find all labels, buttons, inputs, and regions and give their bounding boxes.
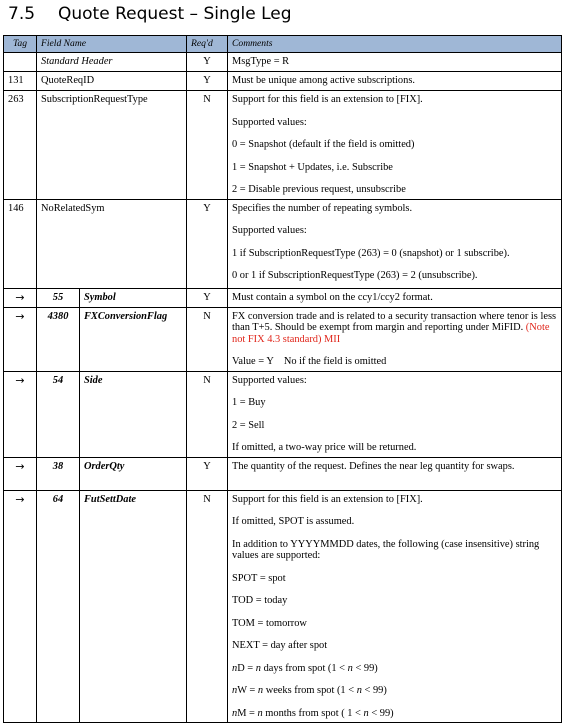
reqd-cell: Y	[187, 53, 228, 72]
field-name-cell: Standard Header	[37, 53, 187, 72]
table-row-symbol	[4, 288, 562, 307]
comment-line: 1 = Buy	[232, 397, 266, 408]
field-name-cell: NoRelatedSym	[37, 199, 187, 288]
tag-cell: 131	[4, 72, 37, 91]
value-line	[232, 708, 557, 720]
n-var: n	[363, 707, 369, 719]
comment-line: 1 = Snapshot + Updates, i.e. Subscribe	[232, 161, 393, 173]
table-row-fx-conversion-flag	[4, 307, 562, 371]
comment-cell	[228, 307, 562, 371]
n-var: n	[356, 685, 362, 696]
value-text: M =	[237, 707, 258, 719]
arrow-icon: →	[4, 490, 37, 723]
n-var: n	[255, 662, 261, 674]
comment-line: Value = Y No if the field is omitted	[232, 356, 387, 367]
reqd-cell: Y	[187, 457, 228, 490]
field-name-cell: OrderQty	[80, 457, 187, 490]
value-line: TOD = today	[232, 595, 288, 606]
table-row-no-related-sym	[4, 199, 562, 288]
field-name-cell: QuoteReqID	[37, 72, 187, 91]
tag-cell: 146	[4, 199, 37, 288]
arrow-icon: →	[4, 457, 37, 490]
value-text: days from spot (1 <	[260, 662, 348, 674]
comment-line: Specifies the number of repeating symbols.	[232, 202, 413, 214]
comment-line: 1 if SubscriptionRequestType (263) = 0 (snapshot) or 1 subscribe).	[232, 247, 510, 259]
table-row-quote-req-id	[4, 72, 562, 91]
value-text: < 99)	[352, 662, 378, 674]
value-text: weeks from spot (1 <	[263, 685, 357, 696]
comment-line: If omitted, SPOT is assumed.	[232, 516, 355, 527]
value-text: months from spot ( 1 <	[262, 707, 364, 719]
comment-line: 0 or 1 if SubscriptionRequestType (263) = 2 (unsubscribe).	[232, 270, 478, 281]
tag-cell: 64	[37, 490, 80, 723]
value-line	[232, 685, 557, 697]
comment-text: FX conversion trade and is related to a security transaction where tenor is less than T+5. Should be exempt from margin and reporting under MiFID.	[232, 310, 557, 333]
arrow-icon: →	[4, 288, 37, 307]
field-name-cell: FXConversionFlag	[80, 307, 187, 371]
reqd-cell: Y	[187, 72, 228, 91]
comment-cell: Must be unique among active subscriptions.	[228, 72, 562, 91]
tag-cell: 4380	[37, 307, 80, 371]
n-var: n	[232, 685, 238, 696]
comment-line	[232, 311, 557, 346]
column-header-field-name: Field Name	[37, 36, 187, 53]
comment-line: Supported values:	[232, 374, 307, 386]
n-var: n	[257, 685, 264, 696]
arrow-icon: →	[4, 307, 37, 371]
field-spec-table	[3, 35, 562, 723]
reqd-cell: Y	[187, 288, 228, 307]
reqd-cell: N	[187, 307, 228, 371]
value-line: NEXT = day after spot	[232, 640, 328, 651]
n-var: n	[347, 662, 353, 674]
comment-cell	[228, 371, 562, 457]
column-header-reqd: Req'd	[187, 36, 228, 53]
comment-line: Supported values:	[232, 116, 307, 128]
tag-cell: 54	[37, 371, 80, 457]
value-line: SPOT = spot	[232, 572, 286, 584]
field-name-cell: FutSettDate	[80, 490, 187, 723]
arrow-icon: →	[4, 371, 37, 457]
value-text: D =	[237, 662, 256, 674]
reqd-cell: N	[187, 490, 228, 723]
comment-cell: The quantity of the request. Defines the near leg quantity for swaps.	[228, 457, 562, 490]
table-row-subscription-request-type	[4, 91, 562, 200]
comment-cell	[228, 199, 562, 288]
comment-line: 2 = Sell	[232, 419, 265, 431]
value-line	[232, 663, 557, 675]
section-number: 7.5	[8, 4, 36, 24]
comment-cell: MsgType = R	[228, 53, 562, 72]
table-row-side	[4, 371, 562, 457]
section-heading	[8, 2, 292, 28]
reqd-cell: N	[187, 371, 228, 457]
field-name-cell: Symbol	[80, 288, 187, 307]
field-name-cell: Side	[80, 371, 187, 457]
comment-cell: Must contain a symbol on the ccy1/ccy2 format.	[228, 288, 562, 307]
value-text: < 99)	[368, 707, 394, 719]
value-line: TOM = tomorrow	[232, 617, 307, 629]
comment-line: If omitted, a two-way price will be returned.	[232, 442, 417, 453]
comment-line: In addition to YYYYMMDD dates, the following (case insensitive) string values are supported:	[232, 538, 540, 561]
comment-cell	[228, 91, 562, 200]
column-header-tag: Tag	[4, 36, 37, 53]
comment-line: 0 = Snapshot (default if the field is omitted)	[232, 139, 415, 150]
n-var: n	[232, 707, 238, 719]
comment-line: Support for this field is an extension to [FIX].	[232, 493, 423, 505]
column-header-comments: Comments	[228, 36, 562, 53]
n-var: n	[257, 707, 263, 719]
table-row-order-qty	[4, 457, 562, 490]
value-text: W =	[237, 685, 258, 696]
value-text: < 99)	[361, 685, 387, 696]
comment-line: 2 = Disable previous request, unsubscribe	[232, 184, 406, 195]
note-text: (Note not FIX 4.3 standard) MII	[232, 322, 550, 345]
reqd-cell: N	[187, 91, 228, 200]
tag-cell: 38	[37, 457, 80, 490]
comment-line: Supported values:	[232, 225, 307, 236]
section-title: Quote Request – Single Leg	[58, 4, 292, 24]
table-row-standard-header	[4, 53, 562, 72]
table-header-row	[4, 36, 562, 53]
tag-cell: 263	[4, 91, 37, 200]
tag-cell	[4, 53, 37, 72]
comment-line: Support for this field is an extension to [FIX].	[232, 94, 423, 105]
tag-cell: 55	[37, 288, 80, 307]
n-var: n	[232, 662, 238, 674]
reqd-cell: Y	[187, 199, 228, 288]
field-name-cell: SubscriptionRequestType	[37, 91, 187, 200]
